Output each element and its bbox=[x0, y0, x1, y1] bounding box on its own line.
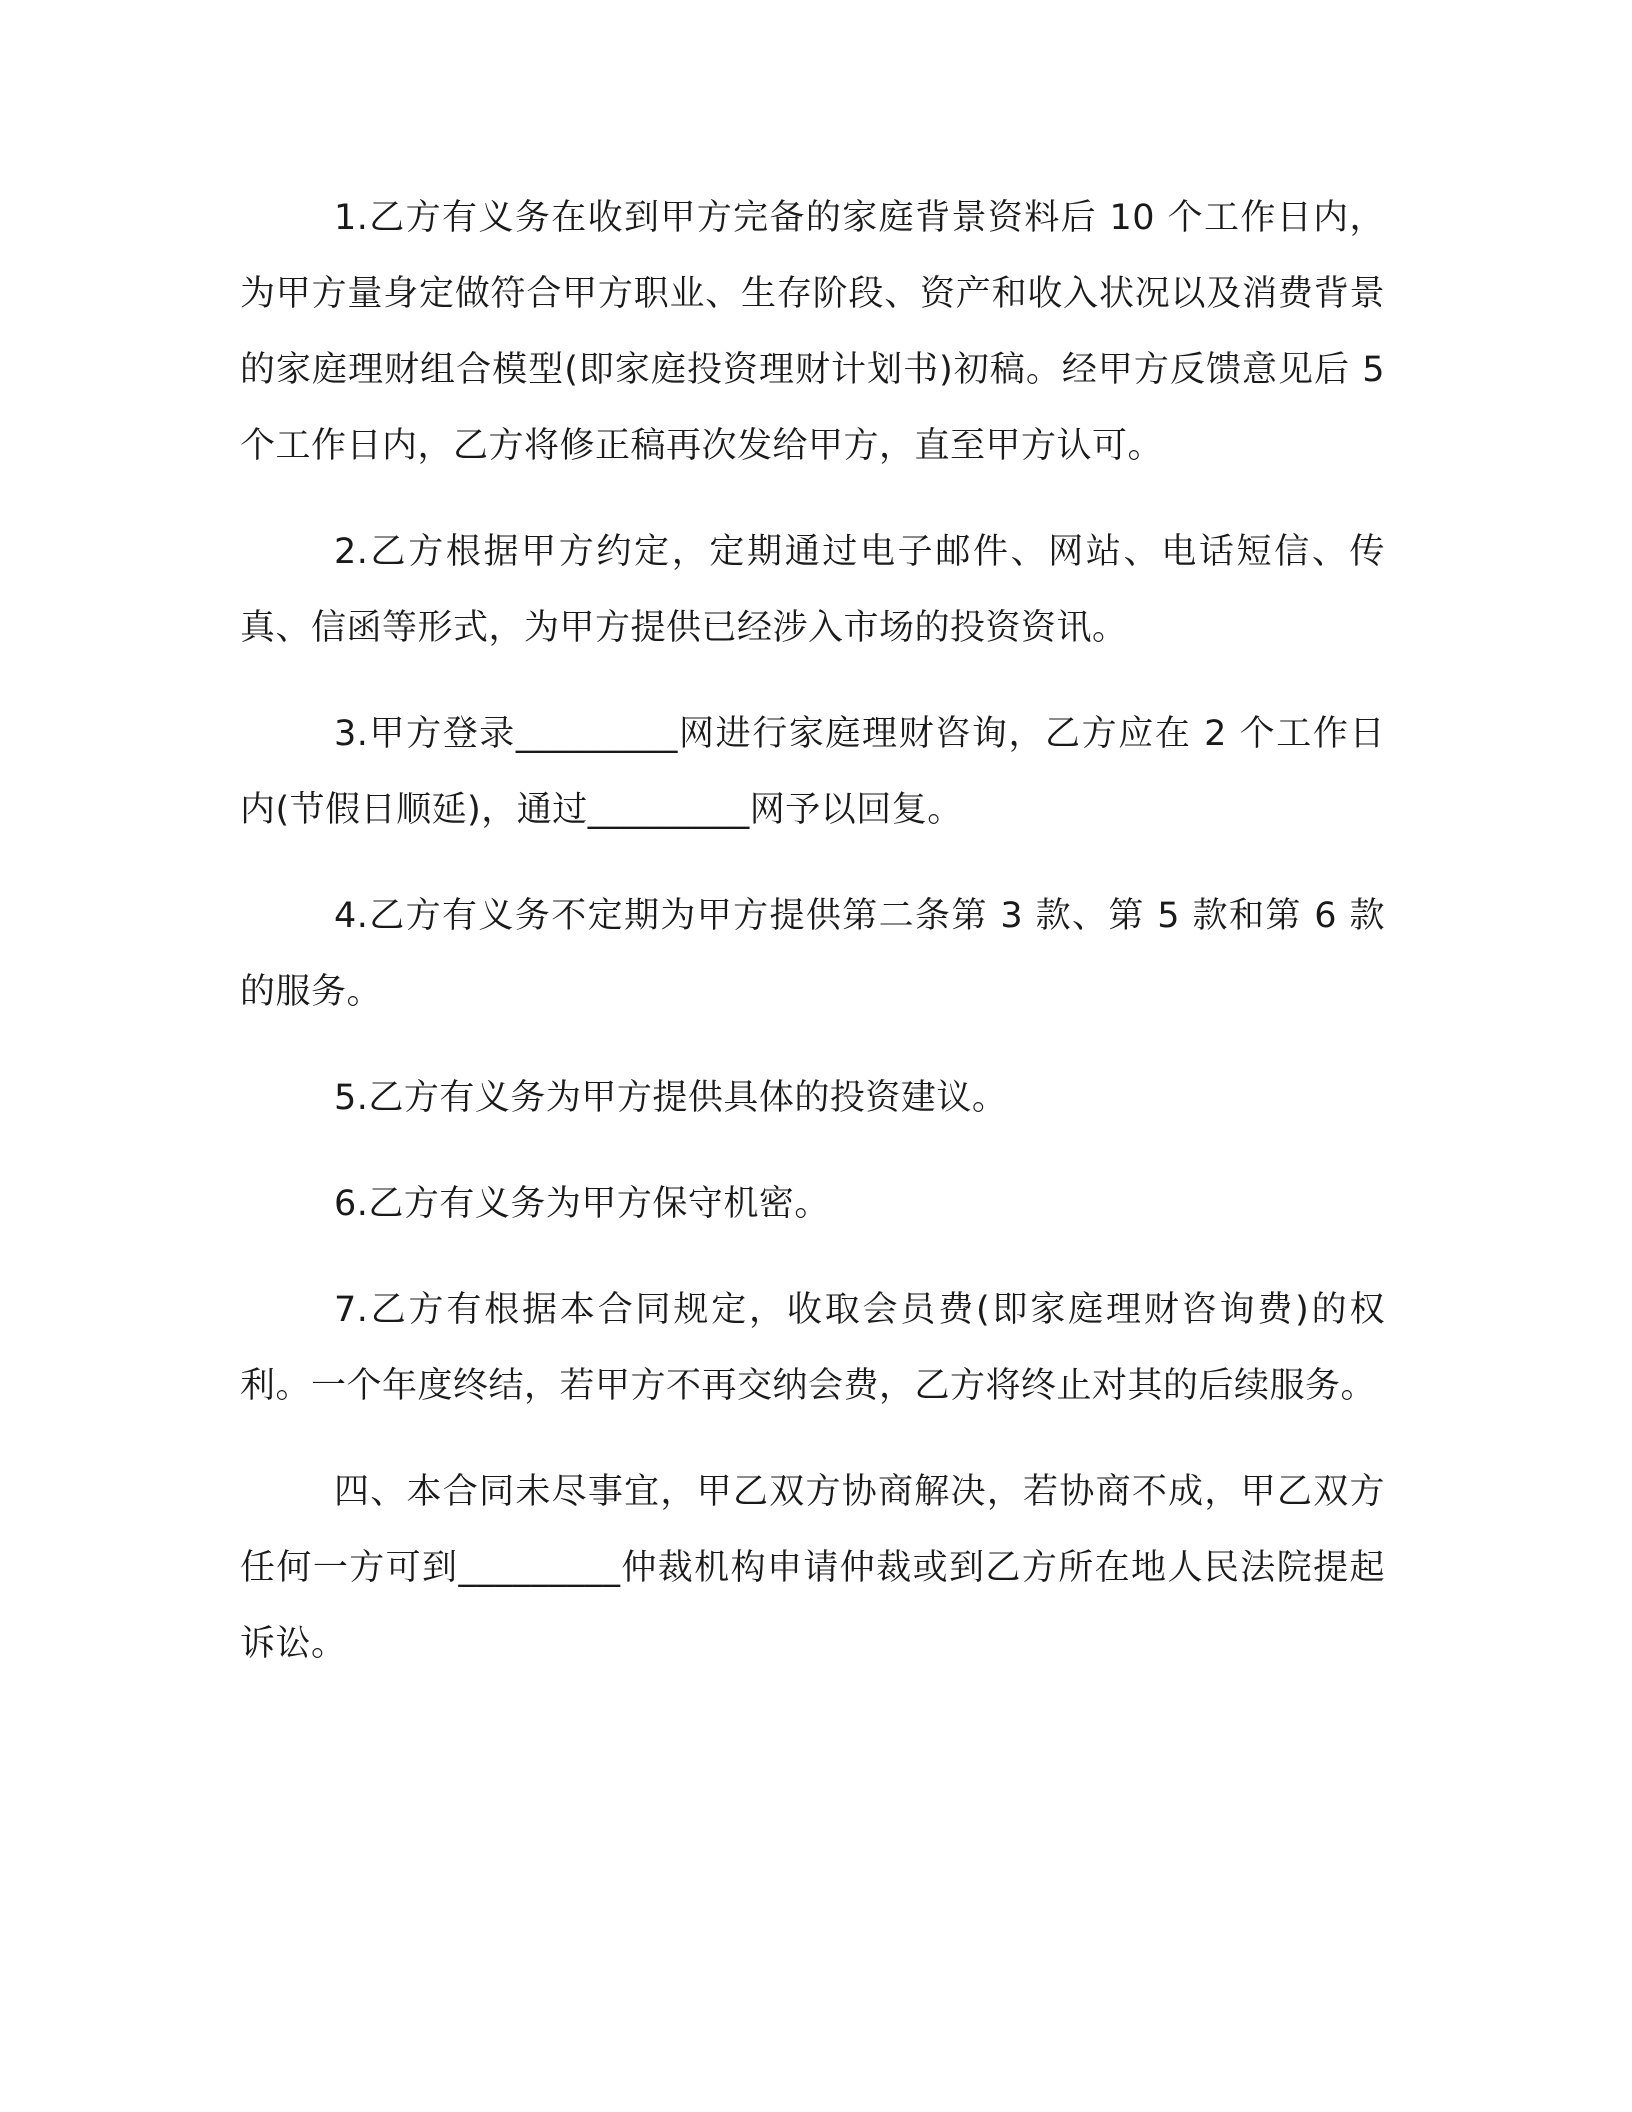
section-4-dispute-resolution: 四、本合同未尽事宜，甲乙双方协商解决，若协商不成，甲乙双方任何一方可到_________仲裁机构申请仲裁或到乙方所在地人民法院提起诉讼。 bbox=[240, 1472, 1385, 1664]
clause-1: 1.乙方有义务在收到甲方完备的家庭背景资料后 10 个工作日内，为甲方量身定做符合甲方职业、生存阶段、资产和收入状况以及消费背景的家庭理财组合模型(即家庭投资理财计划书)初稿。经甲方反馈意见后 5 个工作日内，乙方将修正稿再次发给甲方，直至甲方认可。 bbox=[240, 198, 1385, 466]
clause-3: 3.甲方登录_________网进行家庭理财咨询，乙方应在 2 个工作日内(节假日顺延)，通过_________网予以回复。 bbox=[240, 714, 1385, 830]
document-body bbox=[240, 180, 1385, 1682]
clause-7: 7.乙方有根据本合同规定，收取会员费(即家庭理财咨询费)的权利。一个年度终结，若甲方不再交纳会费，乙方将终止对其的后续服务。 bbox=[240, 1290, 1385, 1406]
clause-2: 2.乙方根据甲方约定，定期通过电子邮件、网站、电话短信、传真、信函等形式，为甲方提供已经涉入市场的投资资讯。 bbox=[240, 532, 1385, 648]
clause-4: 4.乙方有义务不定期为甲方提供第二条第 3 款、第 5 款和第 6 款的服务。 bbox=[240, 896, 1385, 1012]
clause-6: 6.乙方有义务为甲方保守机密。 bbox=[334, 1184, 830, 1224]
clause-5: 5.乙方有义务为甲方提供具体的投资建议。 bbox=[334, 1078, 1008, 1118]
